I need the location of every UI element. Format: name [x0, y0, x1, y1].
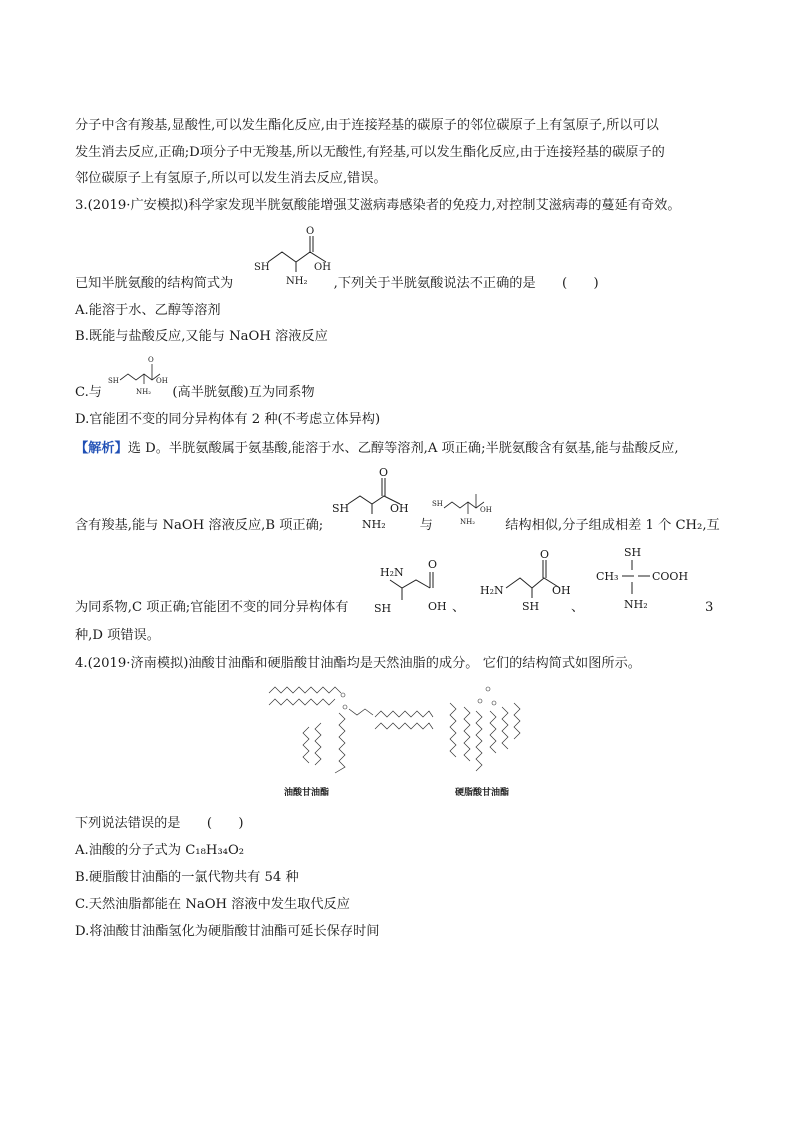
chem-label-SH: SH: [254, 262, 270, 273]
question-4-stem: 4.(2019·济南模拟)油酸甘油酯和硬脂酸甘油酯均是天然油脂的成分。 它们的结构简式如图所示。: [75, 656, 641, 671]
chem-label-O: O: [428, 558, 438, 571]
text-span: C.与: [75, 385, 102, 400]
count: 3: [705, 600, 714, 615]
chem-label-SH: SH: [332, 502, 350, 515]
answer-line-3: [75, 599, 348, 617]
text-span: (高半胱氨酸)互为同系物: [172, 385, 315, 400]
chem-label-OH: OH: [390, 502, 409, 515]
homocysteine-structure: [106, 354, 176, 402]
glyceryl-oleate-figure: [265, 683, 440, 783]
chem-label-O: O: [148, 356, 154, 364]
option-A: A.油酸的分子式为 C₁₈H₃₄O₂: [75, 843, 245, 858]
homocysteine-structure: [430, 492, 500, 538]
chem-label-NH2: NH₂: [624, 598, 648, 611]
answer-line-4: 种,D 项错误。: [75, 628, 160, 643]
separator: 、: [571, 600, 585, 615]
figure-caption: 油酸甘油酯: [284, 788, 330, 798]
option-B: B.既能与盐酸反应,又能与 NaOH 溶液反应: [75, 329, 328, 344]
answer-line-1: [75, 440, 679, 458]
text-span: 已知半胱氨酸的结构简式为: [75, 276, 234, 291]
chem-label-O: O: [540, 548, 550, 561]
chem-label-NH2: NH₂: [362, 518, 386, 531]
text-span: 选 D。半胱氨酸属于氨基酸,能溶于水、乙醇等溶剂,A 项正确;半胱氨酸含有氨基,能与盐酸反应,: [127, 441, 679, 456]
option-D: D.将油酸甘油酯氢化为硬脂酸甘油酯可延长保存时间: [75, 924, 380, 939]
chem-label-O: O: [379, 466, 389, 479]
text-line: 邻位碳原子上有氢原子,所以可以发生消去反应,错误。: [75, 171, 387, 186]
chem-label-H2N: H₂N: [480, 584, 504, 597]
chem-label-O: O: [306, 226, 315, 237]
cysteine-structure: [252, 222, 342, 290]
question-3-stem: 3.(2019·广安模拟)科学家发现半胱氨酸能增强艾滋病毒感染者的免疫力,对控制艾滋病毒的蔓延有奇效。: [75, 198, 681, 213]
option-B: B.硬脂酸甘油酯的一氯代物共有 54 种: [75, 870, 299, 885]
glyceryl-stearate-figure: [440, 683, 540, 783]
question-4-ask: 下列说法错误的是 ( ): [75, 816, 244, 831]
separator: 、: [452, 600, 466, 615]
chem-label-SH: SH: [432, 500, 443, 508]
chem-label-H2N: H₂N: [380, 566, 404, 579]
chem-label-SH: SH: [522, 600, 540, 613]
text-span: 结构相似,分子组成相差 1 个 CH₂,互: [505, 518, 720, 533]
text-span: 含有羧基,能与 NaOH 溶液反应,B 项正确;: [75, 518, 324, 533]
isomer-structure-2: [480, 548, 572, 616]
chem-label-OH: OH: [314, 262, 331, 273]
text-line: 分子中含有羧基,显酸性,可以发生酯化反应,由于连接羟基的碳原子的邻位碳原子上有氢原子,所以可以: [75, 118, 659, 133]
option-A: A.能溶于水、乙醇等溶剂: [75, 303, 221, 318]
isomer-structure-3: [594, 542, 704, 614]
chem-label-OH: OH: [480, 506, 492, 514]
chem-label-OH: OH: [156, 377, 168, 385]
chem-label-OH: OH: [552, 584, 571, 597]
figure-caption: 硬脂酸甘油酯: [455, 788, 510, 798]
isomer-structure-1: [372, 558, 452, 618]
text-line: 发生消去反应,正确;D项分子中无羧基,所以无酸性,有羟基,可以发生酯化反应,由于连接羟基的碳原子的: [75, 145, 665, 160]
chem-label-NH2: NH₂: [460, 518, 476, 526]
cysteine-structure: [330, 466, 416, 532]
option-C: C.天然油脂都能在 NaOH 溶液中发生取代反应: [75, 897, 350, 912]
chem-label-OH: OH: [428, 600, 447, 613]
chem-label-COOH: COOH: [652, 570, 689, 583]
chem-label-SH: SH: [374, 602, 392, 615]
option-D: D.官能团不变的同分异构体有 2 种(不考虑立体异构): [75, 412, 381, 427]
text-span: 为同系物,C 项正确;官能团不变的同分异构体有: [75, 600, 349, 615]
chem-label-CH3: CH₃: [596, 570, 619, 583]
answer-tag: 【解析】: [75, 441, 128, 456]
chem-label-NH2: NH₂: [286, 276, 308, 287]
chem-label-SH: SH: [624, 546, 642, 559]
text-span: ,下列关于半胱氨酸说法不正确的是 ( ): [333, 276, 599, 291]
text-span: 与: [419, 518, 433, 533]
chem-label-SH: SH: [108, 377, 119, 385]
chem-label-NH2: NH₂: [136, 388, 152, 396]
